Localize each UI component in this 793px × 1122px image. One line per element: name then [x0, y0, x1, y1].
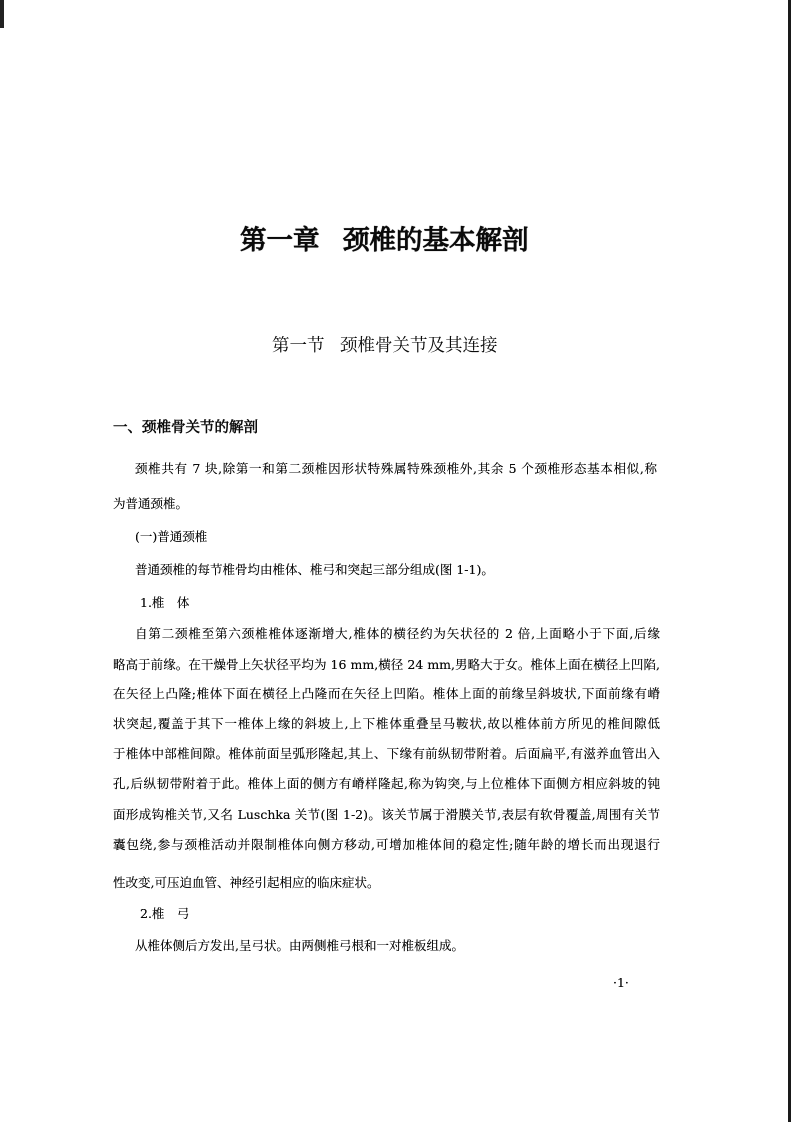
chapter-name: 颈椎的基本解剖	[343, 225, 529, 256]
scan-corner-mark	[0, 0, 4, 28]
paragraph-line: 自第二颈椎至第六颈椎椎体逐渐增大,椎体的横径约为矢状径的 2 倍,上面略小于下面,后缘	[135, 626, 660, 641]
chapter-number: 第一章	[240, 225, 320, 256]
paragraph-line: 略高于前缘。在干燥骨上矢状径平均为 16 mm,横径 24 mm,男略大于女。椎体上面在横径上凹陷,	[113, 657, 660, 672]
paragraph-line: 颈椎共有 7 块,除第一和第二颈椎因形状特殊属特殊颈椎外,其余 5 个颈椎形态基本相似,称	[135, 461, 657, 476]
paragraph-line: 状突起,覆盖于其下一椎体上缘的斜坡上,上下椎体重叠呈马鞍状,故以椎体前方所见的椎间隙低	[113, 716, 660, 731]
composition-paragraph: 普通颈椎的每节椎骨均由椎体、椎弓和突起三部分组成(图 1-1)。	[135, 562, 494, 577]
section-number: 第一节	[272, 336, 325, 356]
page-number: ·1·	[613, 975, 629, 990]
item-label-vertebral-arch: 2.椎 弓	[140, 906, 190, 921]
paragraph-line: 于椎体中部椎间隙。椎体前面呈弧形隆起,其上、下缘有前纵韧带附着。后面扁平,有滋养血管出入	[113, 746, 660, 761]
paragraph-line: 面形成钩椎关节,又名 Luschka 关节(图 1-2)。该关节属于滑膜关节,表层有软骨覆盖,周围有关节	[113, 807, 660, 822]
subheading: 一、颈椎骨关节的解剖	[113, 419, 258, 436]
vertebral-arch-paragraph: 从椎体侧后方发出,呈弓状。由两侧椎弓根和一对椎板组成。	[135, 938, 464, 953]
paragraph-line: 为普通颈椎。	[113, 496, 189, 511]
paragraph-line: 在矢径上凸隆;椎体下面在横径上凸隆而在矢径上凹陷。椎体上面的前缘呈斜坡状,下面前缘有嵴	[113, 686, 660, 701]
scan-edge-line	[788, 0, 791, 1122]
paragraph-line: 孔,后纵韧带附着于此。椎体上面的侧方有嵴样隆起,称为钩突,与上位椎体下面侧方相应斜坡的钝	[113, 776, 660, 791]
item-label-vertebral-body: 1.椎 体	[140, 595, 190, 610]
paragraph-line: 囊包绕,参与颈椎活动并限制椎体向侧方移动,可增加椎体间的稳定性;随年龄的增长而出现退行	[113, 837, 660, 852]
paragraph-line: 性改变,可压迫血管、神经引起相应的临床症状。	[113, 875, 380, 890]
section-name: 颈椎骨关节及其连接	[340, 336, 498, 356]
subsection-title: (一)普通颈椎	[135, 529, 208, 544]
